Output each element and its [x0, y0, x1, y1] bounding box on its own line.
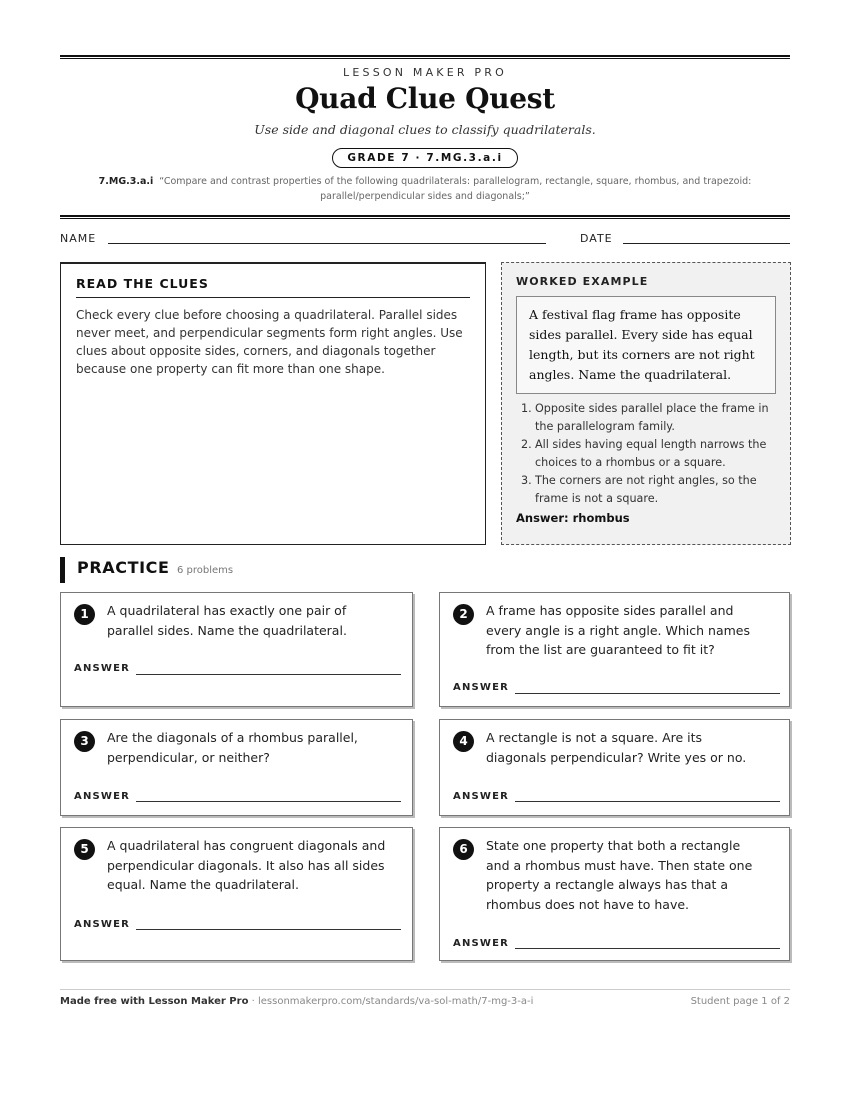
problem-card-4 [439, 719, 790, 816]
problem-text: A rectangle is not a square. Are its diagonals perpendicular? Write yes or no. [486, 730, 747, 765]
answer-field-3[interactable] [136, 801, 401, 802]
header-bottom-rule [60, 215, 790, 219]
footer-credit: Made free with Lesson Maker Pro · lessonmakerpro.com/standards/va-sol-math/7-mg-3-a-i [60, 996, 534, 1007]
grade-pill-wrap [0, 146, 850, 168]
problem-card-2 [439, 592, 790, 707]
footer-rule [60, 989, 790, 990]
top-rule [60, 55, 790, 59]
page-title: Quad Clue Quest [295, 82, 555, 115]
answer-field-2[interactable] [515, 693, 780, 694]
answer-label: ANSWER [453, 791, 510, 802]
date-label: DATE [580, 232, 613, 245]
answer-label: ANSWER [74, 663, 131, 674]
example-prompt: A festival flag frame has opposite sides parallel. Every side has equal length, but its corners are not right angles. Name the quadrilateral. [516, 296, 776, 394]
problem-card-1 [60, 592, 413, 707]
footer-made-with: Made free with Lesson Maker Pro [60, 996, 249, 1007]
standard-code: 7.MG.3.a.i [98, 176, 154, 187]
problem-number-badge: 2 [453, 604, 474, 625]
example-heading: WORKED EXAMPLE [516, 275, 649, 288]
example-step: 1. Opposite sides parallel place the frame in the parallelogram family. [521, 402, 769, 433]
example-step: 2. All sides having equal length narrows the choices to a rhombus or a square. [521, 438, 767, 469]
answer-field-5[interactable] [136, 929, 401, 930]
problem-number-badge: 6 [453, 839, 474, 860]
answer-label: ANSWER [74, 791, 131, 802]
problem-text: State one property that both a rectangle and a rhombus must have. Then state one property a rectangle always has that a rhombus does not have to have. [486, 838, 753, 912]
problem-card-5 [60, 827, 413, 961]
problem-card-3 [60, 719, 413, 816]
footer-url[interactable]: lessonmakerpro.com/standards/va-sol-math/7-mg-3-a-i [257, 996, 534, 1007]
standard-text: “Compare and contrast properties of the following quadrilaterals: parallelogram, rectangle, square, rhombus, and trapezoid: parallel/perpendicular sides and diagonals;” [159, 176, 752, 202]
problem-text: A quadrilateral has congruent diagonals and perpendicular diagonals. It also has all sides equal. Name the quadrilateral. [107, 838, 386, 892]
name-label: NAME [60, 232, 97, 245]
problem-number-badge: 5 [74, 839, 95, 860]
grade-standard-pill: GRADE 7 · 7.MG.3.a.i [332, 148, 517, 168]
answer-field-1[interactable] [136, 674, 401, 675]
practice-accent-bar [60, 557, 65, 583]
brand-name: LESSON MAKER PRO [343, 66, 507, 79]
problem-number-badge: 3 [74, 731, 95, 752]
name-field[interactable] [108, 243, 546, 244]
clues-text: Check every clue before choosing a quadrilateral. Parallel sides never meet, and perpendicular segments form right angles. Use clues about opposite sides, corners, and diagonals together because one property can fit more than one shape. [76, 308, 463, 376]
practice-count: 6 problems [177, 565, 234, 576]
standard-description [78, 174, 772, 204]
practice-title: PRACTICE [77, 558, 170, 577]
example-steps [516, 400, 776, 508]
worked-example-box [501, 262, 791, 545]
answer-field-6[interactable] [515, 948, 780, 949]
example-answer: Answer: rhombus [516, 511, 630, 525]
answer-field-4[interactable] [515, 801, 780, 802]
problem-number-badge: 4 [453, 731, 474, 752]
clues-heading: READ THE CLUES [76, 276, 470, 298]
problem-text: A quadrilateral has exactly one pair of parallel sides. Name the quadrilateral. [107, 603, 347, 638]
problem-number-badge: 1 [74, 604, 95, 625]
answer-label: ANSWER [453, 938, 510, 949]
problem-text: A frame has opposite sides parallel and every angle is a right angle. Which names from the list are guaranteed to fit it? [486, 603, 750, 657]
example-step: 3. The corners are not right angles, so the frame is not a square. [521, 474, 757, 505]
page-subtitle: Use side and diagonal clues to classify quadrilaterals. [254, 122, 596, 137]
answer-label: ANSWER [74, 919, 131, 930]
problem-card-6 [439, 827, 790, 961]
problem-text: Are the diagonals of a rhombus parallel, perpendicular, or neither? [107, 730, 358, 765]
date-field[interactable] [623, 243, 790, 244]
footer-page-number: Student page 1 of 2 [690, 996, 790, 1007]
read-the-clues-box [60, 262, 486, 545]
answer-label: ANSWER [453, 682, 510, 693]
